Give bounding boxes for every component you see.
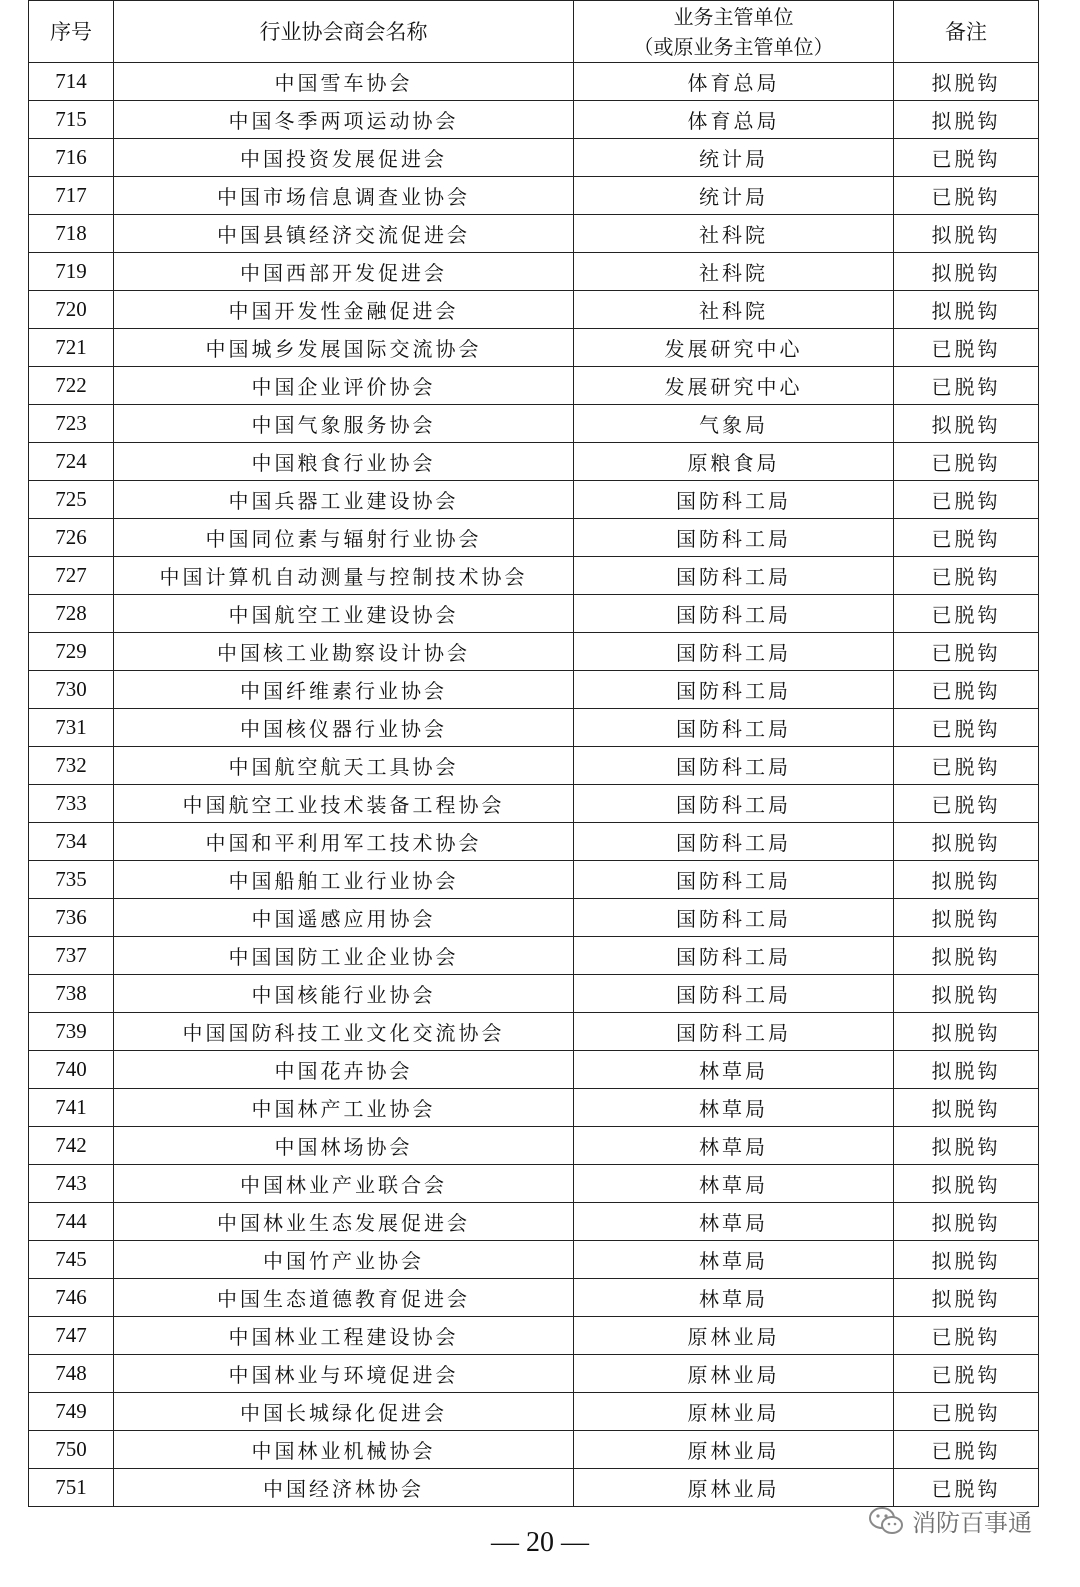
cell-note: 已脱钩 — [894, 557, 1039, 595]
table-row — [29, 785, 1039, 823]
cell-name: 中国航空工业技术装备工程协会 — [114, 785, 574, 823]
header-dept — [574, 1, 894, 63]
cell-dept: 原林业局 — [574, 1431, 894, 1469]
table-row — [29, 1431, 1039, 1469]
cell-name: 中国核工业勘察设计协会 — [114, 633, 574, 671]
cell-seq: 719 — [29, 253, 114, 291]
cell-name: 中国和平利用军工技术协会 — [114, 823, 574, 861]
cell-dept: 国防科工局 — [574, 633, 894, 671]
table-row — [29, 253, 1039, 291]
cell-note: 拟脱钩 — [894, 861, 1039, 899]
table-row — [29, 139, 1039, 177]
cell-seq: 723 — [29, 405, 114, 443]
cell-dept: 国防科工局 — [574, 557, 894, 595]
table-row — [29, 1279, 1039, 1317]
cell-seq: 728 — [29, 595, 114, 633]
table-row — [29, 1241, 1039, 1279]
cell-note: 已脱钩 — [894, 443, 1039, 481]
cell-dept: 气象局 — [574, 405, 894, 443]
cell-dept: 社科院 — [574, 215, 894, 253]
cell-dept: 发展研究中心 — [574, 329, 894, 367]
cell-seq: 749 — [29, 1393, 114, 1431]
cell-note: 已脱钩 — [894, 367, 1039, 405]
table-row — [29, 937, 1039, 975]
cell-name: 中国计算机自动测量与控制技术协会 — [114, 557, 574, 595]
table-row — [29, 671, 1039, 709]
cell-note: 拟脱钩 — [894, 899, 1039, 937]
cell-seq: 737 — [29, 937, 114, 975]
cell-dept: 统计局 — [574, 139, 894, 177]
cell-note: 拟脱钩 — [894, 1279, 1039, 1317]
cell-seq: 727 — [29, 557, 114, 595]
cell-dept: 林草局 — [574, 1051, 894, 1089]
table-row — [29, 1393, 1039, 1431]
header-note: 备注 — [894, 1, 1039, 63]
table-row — [29, 367, 1039, 405]
cell-seq: 716 — [29, 139, 114, 177]
cell-dept: 原粮食局 — [574, 443, 894, 481]
cell-note: 已脱钩 — [894, 785, 1039, 823]
cell-dept: 林草局 — [574, 1241, 894, 1279]
cell-dept: 统计局 — [574, 177, 894, 215]
table-row — [29, 1469, 1039, 1507]
table-row — [29, 329, 1039, 367]
cell-dept: 国防科工局 — [574, 785, 894, 823]
table-row — [29, 709, 1039, 747]
cell-seq: 740 — [29, 1051, 114, 1089]
page-number: — 20 — — [491, 1527, 589, 1558]
cell-dept: 原林业局 — [574, 1393, 894, 1431]
cell-name: 中国气象服务协会 — [114, 405, 574, 443]
cell-note: 拟脱钩 — [894, 1127, 1039, 1165]
cell-name: 中国粮食行业协会 — [114, 443, 574, 481]
cell-note: 已脱钩 — [894, 633, 1039, 671]
table-row — [29, 1317, 1039, 1355]
cell-note: 已脱钩 — [894, 747, 1039, 785]
cell-name: 中国经济林协会 — [114, 1469, 574, 1507]
cell-seq: 739 — [29, 1013, 114, 1051]
cell-note: 拟脱钩 — [894, 1089, 1039, 1127]
cell-seq: 720 — [29, 291, 114, 329]
cell-name: 中国航空工业建设协会 — [114, 595, 574, 633]
cell-note: 拟脱钩 — [894, 405, 1039, 443]
cell-note: 已脱钩 — [894, 329, 1039, 367]
cell-name: 中国企业评价协会 — [114, 367, 574, 405]
cell-name: 中国林业与环境促进会 — [114, 1355, 574, 1393]
cell-name: 中国国防工业企业协会 — [114, 937, 574, 975]
cell-dept: 体育总局 — [574, 63, 894, 101]
cell-note: 拟脱钩 — [894, 1203, 1039, 1241]
cell-note: 已脱钩 — [894, 595, 1039, 633]
cell-name: 中国雪车协会 — [114, 63, 574, 101]
cell-note: 已脱钩 — [894, 519, 1039, 557]
table-row — [29, 1355, 1039, 1393]
cell-dept: 林草局 — [574, 1089, 894, 1127]
cell-dept: 国防科工局 — [574, 671, 894, 709]
table-row — [29, 899, 1039, 937]
cell-seq: 715 — [29, 101, 114, 139]
cell-dept: 原林业局 — [574, 1355, 894, 1393]
header-name: 行业协会商会名称 — [114, 1, 574, 63]
cell-seq: 748 — [29, 1355, 114, 1393]
table-header-row — [29, 1, 1039, 63]
cell-note: 已脱钩 — [894, 1393, 1039, 1431]
cell-note: 拟脱钩 — [894, 291, 1039, 329]
table-body — [29, 63, 1039, 1507]
cell-dept: 社科院 — [574, 291, 894, 329]
cell-dept: 体育总局 — [574, 101, 894, 139]
cell-dept: 林草局 — [574, 1203, 894, 1241]
cell-name: 中国城乡发展国际交流协会 — [114, 329, 574, 367]
table-row — [29, 975, 1039, 1013]
cell-name: 中国生态道德教育促进会 — [114, 1279, 574, 1317]
table-row — [29, 177, 1039, 215]
table-row — [29, 747, 1039, 785]
cell-note: 已脱钩 — [894, 1469, 1039, 1507]
cell-dept: 社科院 — [574, 253, 894, 291]
header-dept-line2: （或原业务主管单位） — [633, 34, 834, 59]
cell-seq: 730 — [29, 671, 114, 709]
cell-seq: 735 — [29, 861, 114, 899]
cell-note: 拟脱钩 — [894, 253, 1039, 291]
cell-note: 拟脱钩 — [894, 1165, 1039, 1203]
cell-dept: 国防科工局 — [574, 899, 894, 937]
cell-note: 已脱钩 — [894, 671, 1039, 709]
cell-note: 已脱钩 — [894, 177, 1039, 215]
watermark-text: 消防百事通 — [912, 1509, 1032, 1537]
watermark — [868, 1503, 1032, 1538]
table-row — [29, 1013, 1039, 1051]
cell-dept: 发展研究中心 — [574, 367, 894, 405]
cell-seq: 734 — [29, 823, 114, 861]
cell-seq: 721 — [29, 329, 114, 367]
cell-note: 已脱钩 — [894, 481, 1039, 519]
cell-seq: 743 — [29, 1165, 114, 1203]
cell-dept: 林草局 — [574, 1165, 894, 1203]
cell-note: 已脱钩 — [894, 1431, 1039, 1469]
cell-seq: 751 — [29, 1469, 114, 1507]
cell-note: 已脱钩 — [894, 139, 1039, 177]
table-row — [29, 63, 1039, 101]
cell-seq: 729 — [29, 633, 114, 671]
cell-name: 中国遥感应用协会 — [114, 899, 574, 937]
table-row — [29, 633, 1039, 671]
cell-dept: 国防科工局 — [574, 709, 894, 747]
cell-name: 中国核能行业协会 — [114, 975, 574, 1013]
cell-seq: 744 — [29, 1203, 114, 1241]
cell-dept: 国防科工局 — [574, 747, 894, 785]
cell-seq: 741 — [29, 1089, 114, 1127]
table-row — [29, 557, 1039, 595]
cell-seq: 725 — [29, 481, 114, 519]
cell-dept: 林草局 — [574, 1279, 894, 1317]
table-row — [29, 291, 1039, 329]
cell-note: 拟脱钩 — [894, 937, 1039, 975]
header-seq: 序号 — [29, 1, 114, 63]
table-row — [29, 1051, 1039, 1089]
cell-seq: 714 — [29, 63, 114, 101]
table-row — [29, 101, 1039, 139]
cell-dept: 林草局 — [574, 1127, 894, 1165]
cell-name: 中国航空航天工具协会 — [114, 747, 574, 785]
cell-name: 中国国防科技工业文化交流协会 — [114, 1013, 574, 1051]
table-row — [29, 1165, 1039, 1203]
cell-seq: 733 — [29, 785, 114, 823]
cell-name: 中国花卉协会 — [114, 1051, 574, 1089]
cell-seq: 738 — [29, 975, 114, 1013]
cell-seq: 724 — [29, 443, 114, 481]
cell-dept: 国防科工局 — [574, 519, 894, 557]
cell-dept: 原林业局 — [574, 1317, 894, 1355]
cell-name: 中国市场信息调查业协会 — [114, 177, 574, 215]
cell-dept: 国防科工局 — [574, 861, 894, 899]
cell-seq: 742 — [29, 1127, 114, 1165]
cell-dept: 国防科工局 — [574, 937, 894, 975]
cell-note: 已脱钩 — [894, 709, 1039, 747]
table-row — [29, 519, 1039, 557]
cell-name: 中国竹产业协会 — [114, 1241, 574, 1279]
table-row — [29, 405, 1039, 443]
cell-name: 中国开发性金融促进会 — [114, 291, 574, 329]
association-table — [28, 0, 1039, 1507]
cell-note: 拟脱钩 — [894, 1241, 1039, 1279]
table-row — [29, 823, 1039, 861]
table-row — [29, 215, 1039, 253]
cell-name: 中国林业工程建设协会 — [114, 1317, 574, 1355]
cell-name: 中国县镇经济交流促进会 — [114, 215, 574, 253]
cell-name: 中国兵器工业建设协会 — [114, 481, 574, 519]
cell-dept: 国防科工局 — [574, 823, 894, 861]
cell-note: 拟脱钩 — [894, 975, 1039, 1013]
table-row — [29, 481, 1039, 519]
table-row — [29, 861, 1039, 899]
cell-dept: 原林业局 — [574, 1469, 894, 1507]
cell-name: 中国纤维素行业协会 — [114, 671, 574, 709]
cell-seq: 750 — [29, 1431, 114, 1469]
table-row — [29, 1089, 1039, 1127]
table-row — [29, 1203, 1039, 1241]
cell-note: 拟脱钩 — [894, 63, 1039, 101]
cell-note: 拟脱钩 — [894, 1013, 1039, 1051]
cell-seq: 747 — [29, 1317, 114, 1355]
cell-note: 拟脱钩 — [894, 101, 1039, 139]
cell-seq: 736 — [29, 899, 114, 937]
cell-seq: 731 — [29, 709, 114, 747]
cell-seq: 718 — [29, 215, 114, 253]
cell-name: 中国同位素与辐射行业协会 — [114, 519, 574, 557]
cell-name: 中国西部开发促进会 — [114, 253, 574, 291]
cell-name: 中国冬季两项运动协会 — [114, 101, 574, 139]
cell-name: 中国林场协会 — [114, 1127, 574, 1165]
cell-seq: 732 — [29, 747, 114, 785]
cell-seq: 745 — [29, 1241, 114, 1279]
cell-seq: 726 — [29, 519, 114, 557]
cell-name: 中国投资发展促进会 — [114, 139, 574, 177]
cell-name: 中国长城绿化促进会 — [114, 1393, 574, 1431]
cell-name: 中国船舶工业行业协会 — [114, 861, 574, 899]
cell-name: 中国林业生态发展促进会 — [114, 1203, 574, 1241]
wechat-icon — [868, 1506, 904, 1536]
cell-dept: 国防科工局 — [574, 975, 894, 1013]
cell-name: 中国核仪器行业协会 — [114, 709, 574, 747]
cell-note: 拟脱钩 — [894, 1051, 1039, 1089]
table-row — [29, 1127, 1039, 1165]
table-row — [29, 443, 1039, 481]
header-dept-line1: 业务主管单位 — [673, 4, 794, 29]
cell-name: 中国林产工业协会 — [114, 1089, 574, 1127]
cell-seq: 722 — [29, 367, 114, 405]
cell-note: 已脱钩 — [894, 1355, 1039, 1393]
cell-seq: 717 — [29, 177, 114, 215]
cell-note: 拟脱钩 — [894, 215, 1039, 253]
cell-seq: 746 — [29, 1279, 114, 1317]
cell-name: 中国林业产业联合会 — [114, 1165, 574, 1203]
cell-dept: 国防科工局 — [574, 595, 894, 633]
cell-note: 拟脱钩 — [894, 823, 1039, 861]
cell-note: 已脱钩 — [894, 1317, 1039, 1355]
cell-dept: 国防科工局 — [574, 481, 894, 519]
cell-name: 中国林业机械协会 — [114, 1431, 574, 1469]
table-row — [29, 595, 1039, 633]
cell-dept: 国防科工局 — [574, 1013, 894, 1051]
